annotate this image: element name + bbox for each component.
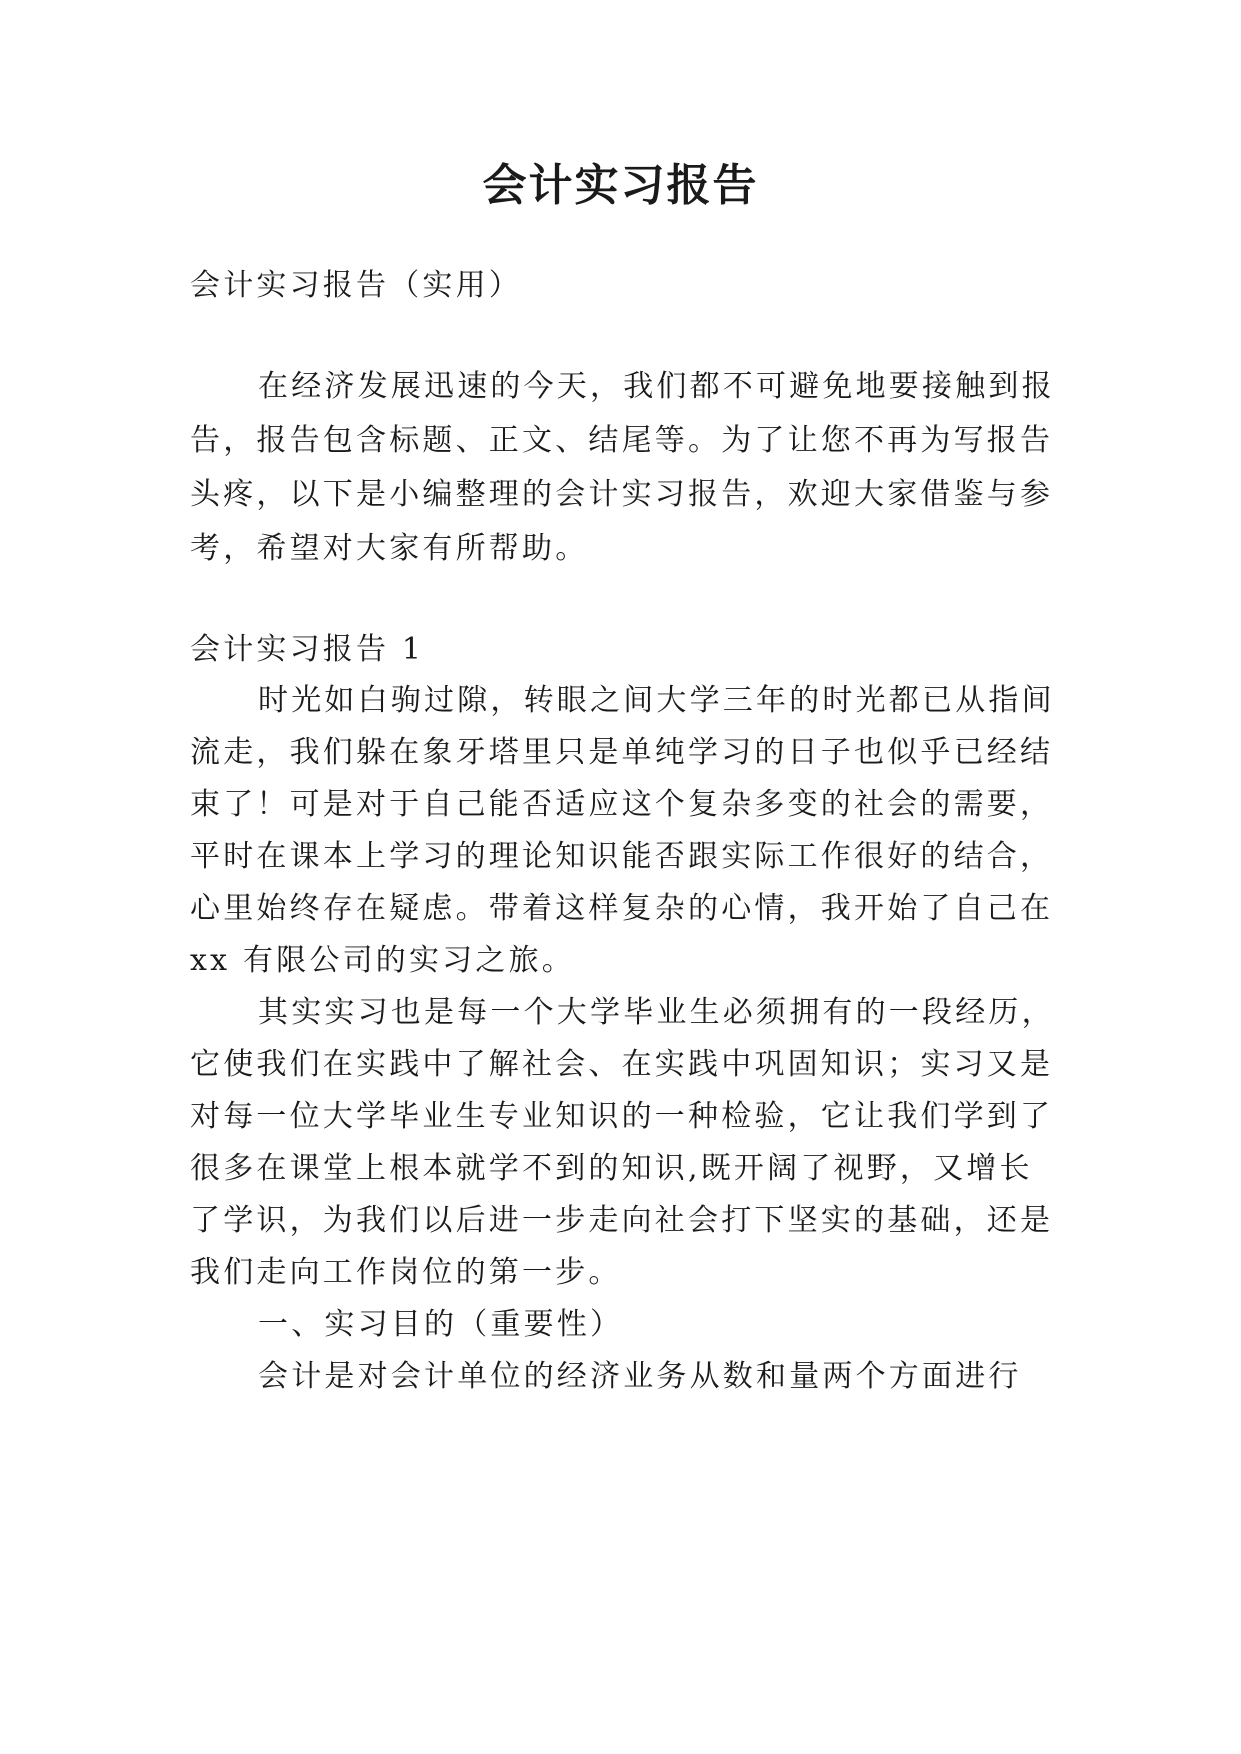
paragraph-line: 心里始终存在疑虑。带着这样复杂的心情，我开始了自己在 [190,891,1054,926]
paragraph-line: 我们走向工作岗位的第一步。 [190,1255,622,1290]
intro-line: 告，报告包含标题、正文、结尾等。为了让您不再为写报告 [190,423,1054,458]
intro-line: 考，希望对大家有所帮助。 [190,531,589,566]
document-title: 会计实习报告 [482,160,759,211]
paragraph-line: 平时在课本上学习的理论知识能否跟实际工作很好的结合， [190,839,1054,874]
paragraph-line: 对每一位大学毕业生专业知识的一种检验，它让我们学到了 [190,1099,1054,1134]
document-subtitle: 会计实习报告（实用） [190,268,522,303]
paragraph-line: 会计是对会计单位的经济业务从数和量两个方面进行 [258,1359,1022,1394]
paragraph-line: 它使我们在实践中了解社会、在实践中巩固知识；实习又是 [190,1047,1054,1082]
intro-line: 在经济发展迅速的今天，我们都不可避免地要接触到报 [258,369,1055,404]
paragraph-line: 很多在课堂上根本就学不到的知识,既开阔了视野，又增长 [190,1151,1033,1186]
section-heading: 会计实习报告 1 [190,632,425,667]
intro-line: 头疼，以下是小编整理的会计实习报告，欢迎大家借鉴与参 [190,477,1054,512]
subheading: 一、实习目的（重要性） [258,1307,624,1342]
paragraph-line: 流走，我们躲在象牙塔里只是单纯学习的日子也似乎已经结 [190,735,1054,770]
paragraph-line: 其实实习也是每一个大学毕业生必须拥有的一段经历， [258,995,1055,1030]
paragraph-line: 束了！可是对于自己能否适应这个复杂多变的社会的需要， [190,787,1054,822]
paragraph-line: 时光如白驹过隙，转眼之间大学三年的时光都已从指间 [258,683,1055,718]
paragraph-line: xx 有限公司的实习之旅。 [190,943,575,978]
paragraph-line: 了学识，为我们以后进一步走向社会打下坚实的基础，还是 [190,1203,1054,1238]
